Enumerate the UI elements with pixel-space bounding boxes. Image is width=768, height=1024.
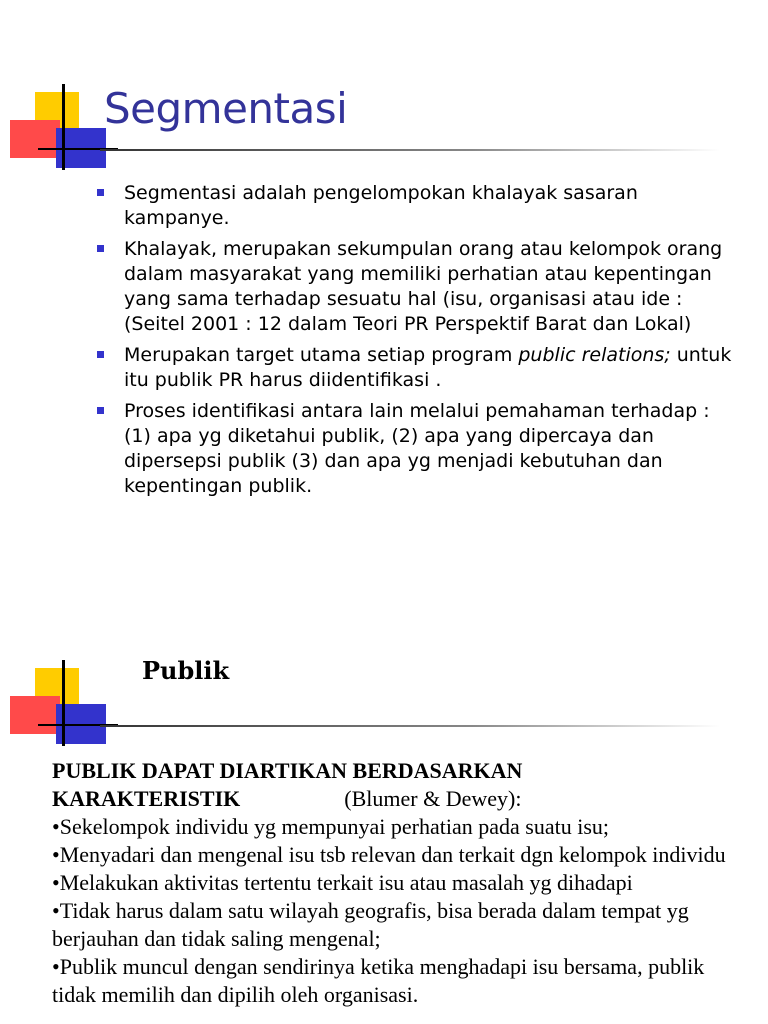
slide-title: Segmentasi (104, 84, 348, 133)
point-item: •Publik muncul dengan sendirinya ketika menghadapi isu bersama, publik tidak memilih dan dipilih oleh organisasi. (52, 954, 705, 1007)
point-item: •Tidak harus dalam satu wilayah geografis, bisa berada dalam tempat yg berjauhan dan tidak saling mengenal; (52, 898, 689, 951)
bullet-marker-icon (97, 407, 104, 414)
bullet-marker-icon (97, 245, 104, 252)
bullet-marker-icon (97, 189, 104, 196)
slide-logo-icon (8, 84, 118, 170)
heading-line: KARAKTERISTIK (52, 786, 241, 811)
slide-publik (0, 560, 768, 1024)
definition-heading (52, 785, 732, 813)
title-underline (100, 725, 720, 727)
slide-logo-icon (8, 660, 118, 746)
title-underline (100, 149, 720, 151)
slide-body (52, 757, 732, 1009)
bullet-item (95, 343, 735, 393)
bullet-item (95, 399, 735, 499)
point-item: •Menyadari dan mengenal isu tsb relevan dan terkait dgn kelompok individu (52, 842, 726, 867)
definition-heading (52, 757, 732, 785)
source-citation: (Blumer & Dewey): (344, 786, 522, 811)
bullet-marker-icon (97, 351, 104, 358)
heading-line: PUBLIK DAPAT DIARTIKAN BERDASARKAN (52, 758, 523, 783)
bullet-item (95, 237, 735, 337)
point-item: •Sekelompok individu yg mempunyai perhatian pada suatu isu; (52, 814, 609, 839)
bullet-text: Proses identifikasi antara lain melalui pemahaman terhadap : (1) apa yg diketahui publik, (2) apa yang dipercaya dan dipersepsi publik (3) dan apa yg menjadi kebutuhan dan kepentingan publik. (124, 400, 710, 497)
point-item: •Melakukan aktivitas tertentu terkait isu atau masalah yg dihadapi (52, 870, 633, 895)
bullet-text: untuk itu publik PR harus diidentifikasi . (124, 344, 732, 391)
bullet-text: Merupakan target utama setiap program (124, 344, 519, 366)
bullet-text-italic: public relations; (518, 344, 671, 366)
bullet-text: Segmentasi adalah pengelompokan khalayak sasaran kampanye. (124, 182, 638, 229)
bullet-list (95, 181, 735, 505)
slide-title: Publik (142, 656, 230, 685)
bullet-text: Khalayak, merupakan sekumpulan orang atau kelompok orang dalam masyarakat yang memiliki perhatian atau kepentingan yang sama terhadap sesuatu hal (isu, organisasi atau ide : (Seitel 2001 : 12 dalam Teori PR Perspektif Barat dan Lokal) (124, 238, 723, 335)
bullet-item (95, 181, 735, 231)
